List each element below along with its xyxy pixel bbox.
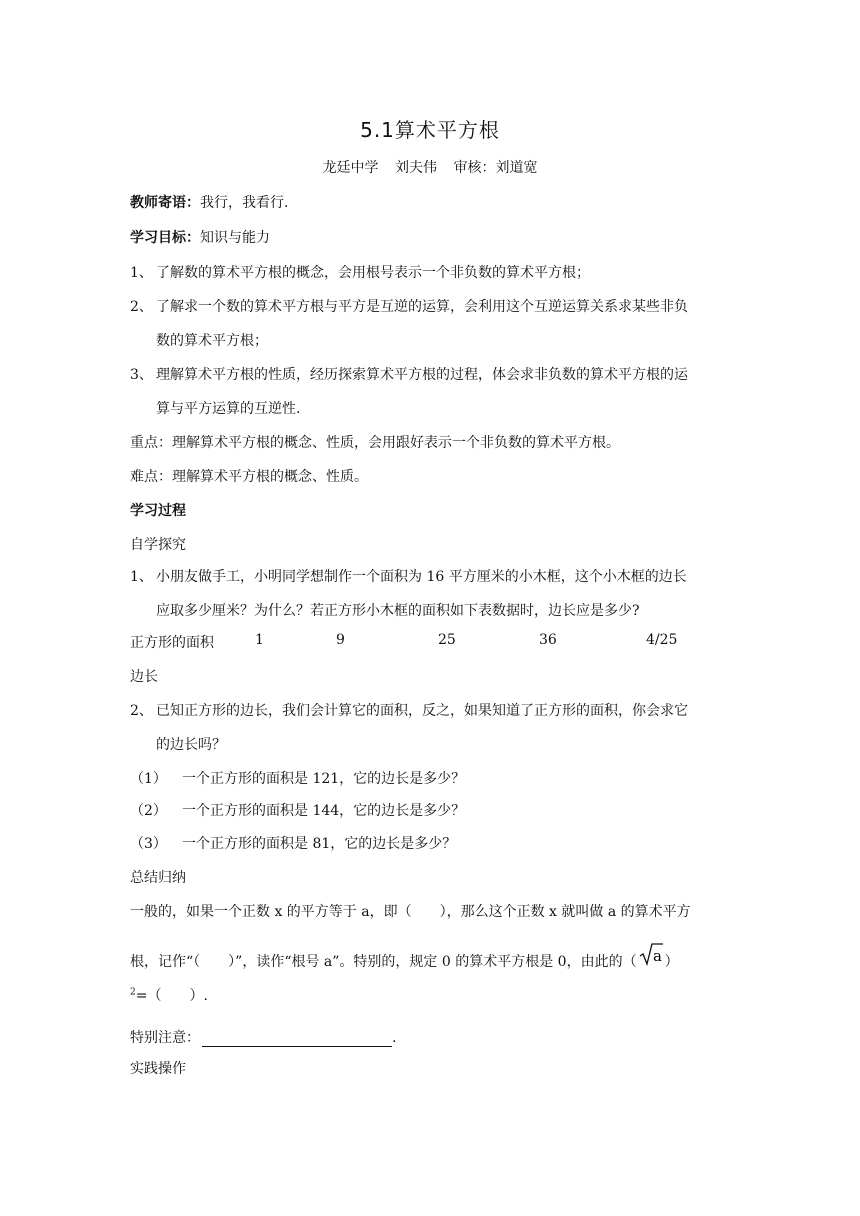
table-row-label: 正方形的面积 — [130, 635, 214, 651]
motto — [130, 192, 288, 212]
goals-text: 知识与能力 — [200, 230, 270, 246]
process-heading: 学习过程 — [130, 503, 186, 519]
goals-label: 学习目标： — [130, 230, 200, 246]
self-study-heading: 自学探究 — [130, 537, 186, 553]
table-cell: 9 — [336, 632, 345, 648]
goal-item-1: 1、 了解数的算术平方根的概念，会用根号表示一个非负数的算术平方根； — [130, 265, 590, 281]
goal-item-3: 3、 理解算术平方根的性质，经历探索算术平方根的过程，体会求非负数的算术平方根的运 — [130, 367, 688, 383]
sub-question-2: （2） 一个正方形的面积是 144，它的边长是多少？ — [130, 803, 466, 819]
question-1: 1、 小朋友做手工，小明同学想制作一个面积为 16 平方厘米的小木框，这个小木框的边长 — [130, 569, 687, 585]
sub-question-3: （3） 一个正方形的面积是 81，它的边长是多少？ — [130, 836, 457, 852]
school-name: 龙廷中学 — [322, 160, 379, 176]
key-point: 重点：理解算术平方根的概念、性质，会用跟好表示一个非负数的算术平方根。 — [130, 435, 620, 451]
summary-line-3: $^2$=（ ）. — [130, 987, 208, 1004]
svg-text:a: a — [652, 947, 662, 965]
teacher-name: 刘夫伟 — [395, 160, 437, 176]
question-1-cont: 应取多少厘米？为什么？若正方形小木框的面积如下表数据时，边长应是多少? — [156, 603, 640, 619]
reviewer: 审核：刘道宽 — [453, 160, 538, 176]
summary-line-1: 一般的，如果一个正数 x 的平方等于 a，即（ ），那么这个正数 x 就叫做 a 的算术平方 — [130, 904, 691, 920]
goal-item-3-cont: 算与平方运算的互逆性. — [156, 401, 301, 417]
table-side-label: 边长 — [130, 669, 158, 685]
special-note: 特别注意： . — [130, 1030, 397, 1046]
question-2: 2、 已知正方形的边长，我们会计算它的面积，反之，如果知道了正方形的面积，你会求它 — [130, 703, 688, 719]
motto-text: 我行，我看行. — [200, 195, 289, 211]
table-cell: 1 — [255, 632, 264, 648]
practice-heading: 实践操作 — [130, 1061, 186, 1077]
radical-sign-icon — [639, 942, 663, 966]
goal-item-2-cont: 数的算术平方根； — [156, 333, 268, 349]
summary-line-2: 根，记作“（ ）”，读作“根号 a”。特别的，规定 0 的算术平方根是 0，由此的（ a ） — [130, 942, 679, 971]
area-table-row — [130, 632, 730, 652]
sqrt-symbol — [639, 942, 663, 966]
sub-question-1: （1） 一个正方形的面积是 121，它的边长是多少？ — [130, 771, 466, 787]
table-cell: 36 — [539, 632, 557, 648]
goal-item-2: 2、 了解求一个数的算术平方根与平方是互逆的运算，会利用这个互逆运算关系求某些非负 — [130, 299, 688, 315]
page-title: 5.1算术平方根 — [360, 118, 500, 142]
fill-in-blank[interactable] — [202, 1032, 392, 1047]
motto-label: 教师寄语： — [130, 195, 200, 211]
difficulty: 难点：理解算术平方根的概念、性质。 — [130, 469, 368, 485]
author-line — [0, 157, 860, 177]
question-2-cont: 的边长吗？ — [156, 737, 226, 753]
table-cell: 25 — [438, 632, 456, 648]
summary-heading: 总结归纳 — [130, 870, 186, 886]
table-cell: 4/25 — [646, 632, 678, 648]
learning-goals — [130, 227, 270, 247]
